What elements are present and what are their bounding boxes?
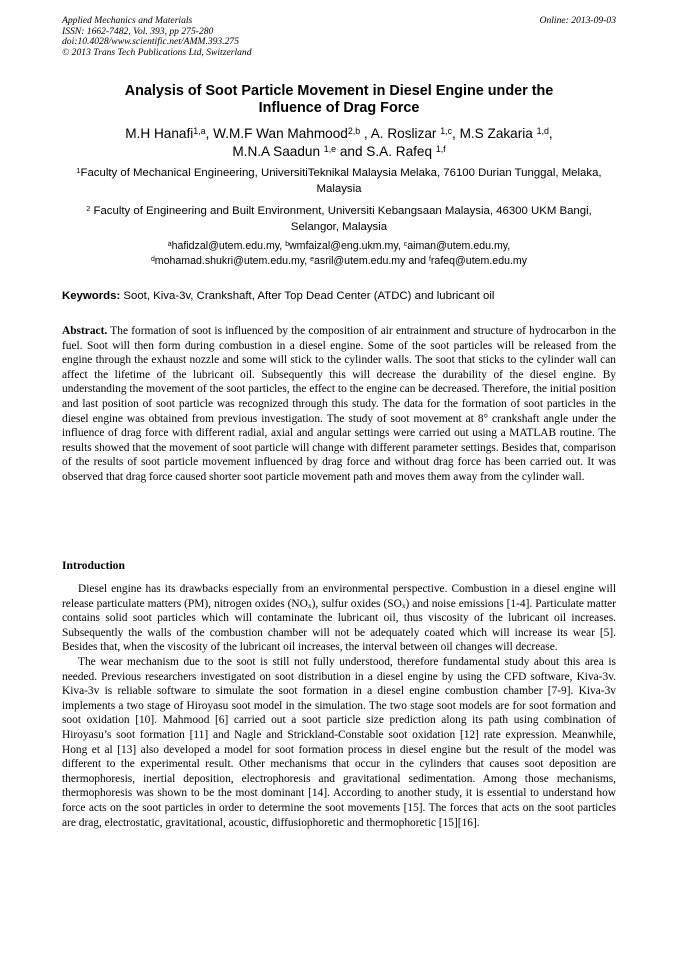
title-line-1: Analysis of Soot Particle Movement in Diesel Engine under the: [124, 83, 554, 99]
email-address[interactable]: rafeq@utem.edu.my: [430, 254, 528, 267]
author-affiliation-mark: 1,a: [193, 126, 206, 137]
abstract-label: Abstract.: [62, 325, 108, 337]
author-name: A. Roslizar: [370, 126, 441, 141]
email-line-2: $^d$mohamad.shukri@utem.edu.my, $^e$asril@utem.edu.my and $^f$rafeq@utem.edu.my: [150, 254, 528, 267]
author-name: M.N.A Saadun: [232, 144, 324, 159]
copyright-line: © 2013 Trans Tech Publications Ltd, Switzerland: [62, 46, 252, 58]
affiliation-mark: 2: [86, 203, 91, 213]
email-address[interactable]: wmfaizal@eng.ukm.my: [289, 240, 398, 252]
author-name: M.H Hanafi: [125, 126, 194, 141]
author-list: [62, 125, 616, 161]
affiliation-2: [62, 204, 616, 235]
author-affiliation-mark: 1,e: [323, 144, 337, 155]
affiliation-1: [62, 166, 616, 197]
issn-line: ISSN: 1662-7482, Vol. 393, pp 275-280: [62, 25, 214, 37]
author-line-2: M.N.A Saadun $^{1,e}$ and S.A. Rafeq $^{1,f}$: [232, 144, 446, 159]
author-affiliation-mark: 1,c: [440, 126, 453, 137]
author-name: W.M.F Wan Mahmood: [213, 126, 348, 141]
email-address[interactable]: mohamad.shukri@utem.edu.my: [154, 254, 305, 267]
paragraph: Diesel engine has its drawbacks especially from an environmental perspective. Combustion in a diesel engine will release particulate matters (PM), nitrogen oxides $(NO_x)$, sulfur oxides $(SO_x)$ and noise emissions [1-4]. Particulate matter contains solid soot particles which will contaminate the lubricant oil, thus viscosity of the lubricant oil increases. Subsequently the walls of the combustion chamber will not be adequately coated which will increase its wear [5]. Besides that, when the viscosity of the lubricant oil increases, the interval between oil changes will decrease.: [62, 583, 616, 654]
online-date: Online: 2013-09-03: [539, 15, 616, 26]
email-address[interactable]: aiman@utem.edu.my: [407, 240, 508, 252]
keywords-label: Keywords:: [62, 290, 121, 302]
author-name: S.A. Rafeq: [366, 144, 436, 159]
email-list: [62, 239, 616, 268]
journal-header: [62, 16, 616, 58]
section-heading-introduction: Introduction: [62, 559, 125, 572]
author-affiliation-mark: 1,d: [536, 126, 549, 137]
introduction-body: [62, 582, 616, 830]
email-address[interactable]: asril@utem.edu.my: [314, 254, 406, 267]
keywords-line: [62, 289, 622, 303]
email-line-1: $^a$hafidzal@utem.edu.my, $^b$wmfaizal@eng.ukm.my, $^c$aiman@utem.edu.my,: [167, 240, 511, 252]
abstract-text: The formation of soot is influenced by the composition of air entrainment and structure of hydrocarbon in the fuel. Soot will then form during combustion in a diesel engine. Some of the soot particles will be released from the engine through the exhaust nozzle and some will stick to the cylinder walls. The soot that sticks to the cylinder wall can affect the lifetime of the lubricant oil. Subsequently this will decrease the durability of the diesel engine. By understanding the movement of the soot particles, the effect to the engine can be decreased. Therefore, the initial position and last position of soot particle was recognized through this study. The data for the formation of soot particles in the diesel engine was obtained from previous investigation. The study of soot movement at 8° crankshaft angle under the influence of drag force with different radial, axial and angular settings were carried out using a MATLAB routine. The results showed that the movement of soot particle will change with different parameter settings. Besides that, comparison of the results of soot particle movement influenced by drag force and without drag force has been carried out. It was observed that drag force caused shorter soot particle movement path and moves them away from the cylinder wall.: [62, 325, 616, 483]
keywords-text: Soot, Kiva-3v, Crankshaft, After Top Dead Center (ATDC) and lubricant oil: [120, 290, 495, 302]
author-affiliation-mark: 2,b: [347, 126, 361, 137]
author-affiliation-mark: 1,f: [435, 144, 446, 155]
author-name: M.S Zakaria: [459, 126, 537, 141]
paragraph: The wear mechanism due to the soot is still not fully understood, therefore fundamental study about this area is needed. Previous researchers investigated on soot distribution in a diesel engine by using the CFD software, Kiva-3v. Kiva-3v is reliable software to simulate the soot formation in a diesel engine combustion chamber [7-9]. Kiva-3v implements a two stage of Hiroyasu soot model in the simulation. The two stage soot models are for soot formation and soot oxidation [10]. Mahmood [6] carried out a soot particle size prediction along its path using combination of Hiroyasu’s soot formation [11] and Nagle and Strickland-Constable soot oxidation [12] rate expression. Meanwhile, Hong et al [13] also developed a model for soot formation process in diesel engine but the result of the model was different to the experimental result. Other mechanisms that occur in the cylinders that causes soot deposition are thermophoresis, inertial deposition, electrophoresis and gravitational sedimentation. Among those mechanisms, thermophoresis was shown to be the most dominant [14]. According to another study, it is essential to understand how force acts on the soot particles in order to determine the soot movements [15]. The forces that acts on the soot particles are drag, electrostatic, gravitational, acoustic, diffusiophoretic and thermophoretic [15][16].: [62, 655, 616, 829]
paper-title: [62, 83, 616, 117]
doi-line: doi:10.4028/www.scientific.net/AMM.393.275: [62, 36, 240, 48]
author-line-1: M.H Hanafi$^{1,a}$, W.M.F Wan Mahmood$^{2,b}$ , A. Roslizar $^{1,c}$, M.S Zakaria $^{1,d}$,: [125, 126, 553, 141]
journal-name: Applied Mechanics and Materials: [62, 15, 193, 26]
affiliation-mark: 1: [76, 165, 81, 175]
abstract: [62, 324, 616, 485]
affiliation-text: Faculty of Mechanical Engineering, UniversitiTeknikal Malaysia Melaka, 76100 Durian Tunggal, Melaka, Malaysia: [80, 167, 602, 195]
email-address[interactable]: hafidzal@utem.edu.my: [171, 240, 280, 252]
affiliation-text: Faculty of Engineering and Built Environment, Universiti Kebangsaan Malaysia, 46300 UKM Bangi, Selangor, Malaysia: [90, 205, 592, 233]
title-line-2: Influence of Drag Force: [258, 100, 420, 116]
